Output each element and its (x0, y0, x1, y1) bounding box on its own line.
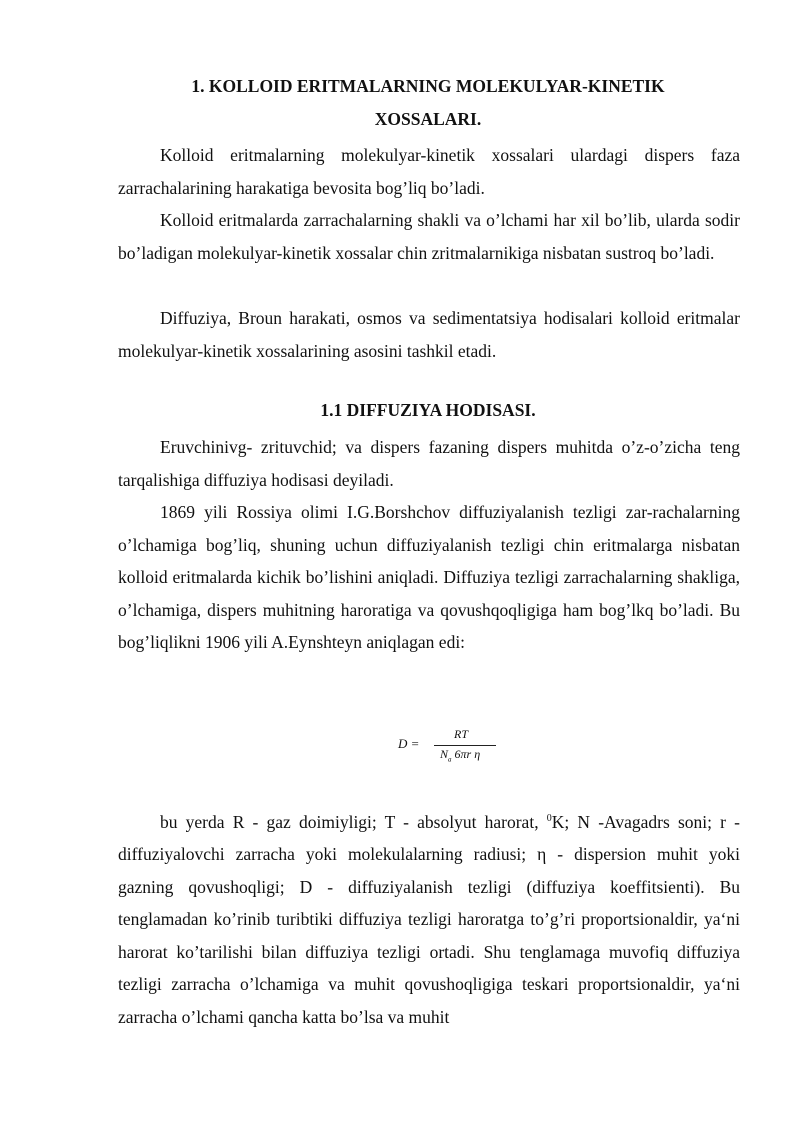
paragraph-shape-size: Kolloid eritmalarda zarrachalarning shakli va o’lchami har xil bo’lib, ularda sodir bo’ladigan molekulyar-kinetik xossalar chin zritmalarnikiga nisbatan sustroq bo’ladi. (118, 210, 740, 263)
paragraph-diffusion-definition: Eruvchinivg- zrituvchid; va dispers fazaning dispers muhitda o’z-o’zicha teng tarqalishiga diffuziya hodisasi deyiladi. (118, 437, 740, 490)
paragraph-variables (118, 803, 740, 1033)
paragraph-intro: Kolloid eritmalarning molekulyar-kinetik xossalari ulardagi dispers faza zarrachalarining harakatiga bevosita bog’liq bo’ladi. (118, 145, 740, 198)
fraction-bar (434, 745, 496, 746)
chapter-title-line1: 1. KOLLOID ERITMALARNING MOLEKULYAR-KINETIK (191, 76, 665, 96)
formula-den-sub: a (448, 755, 452, 764)
degree-superscript: 0 (546, 813, 552, 824)
formula-numerator: RT (454, 727, 469, 741)
section-heading: 1.1 DIFFUZIYA HODISASI. (320, 400, 536, 420)
einstein-formula (398, 727, 508, 767)
formula-denominator (440, 747, 480, 763)
variables-text-start: bu yerda R - gaz doimiyligi; T - absolyut harorat, (160, 811, 547, 832)
formula-lhs: D = (398, 736, 420, 751)
variables-text-rest: K; N -Avagadrs soni; r - diffuziyalovchi zarracha yoki molekulalarning radiusi; η - dispersion muhit yoki gazning qovushoqligi; D - diffuziyalanish tezligi (diffuziya koeffitsienti). Bu tenglamadan ko’rinib turibtiki diffuziya tezligi haroratga to’g’ri proportsionaldir, ya‘ni harorat ko’tarilishi bilan diffuziya tezligi ortadi. Shu tenglamaga muvofiq diffuziya tezligi zarracha o’lchamiga va muhit qovushoqligiga teskari proportsionaldir, ya‘ni zarracha o’lchami qancha katta bo’lsa va muhit (118, 811, 740, 1027)
chapter-title-line2: XOSSALARI. (374, 109, 482, 129)
paragraph-phenomena: Diffuziya, Broun harakati, osmos va sedimentatsiya hodisalari kolloid eritmalar molekulyar-kinetik xossalarining asosini tashkil etadi. (118, 308, 740, 361)
paragraph-borshchov: 1869 yili Rossiya olimi I.G.Borshchov diffuziyalanish tezligi zar-rachalarning o’lchamiga bog’liq, shuning uchun diffuziyalanish tezligi chin eritmalarga nisbatan kolloid eritmalarda kichik bo’lishini aniqladi. Diffuziya tezligi zarrachalarning shakliga, o’lchamiga, dispers muhitning haroratiga va qovushqoqligiga ham bog’lkq bo’ladi. Bu bog’liqlikni 1906 yili A.Eynshteyn aniqlagan edi: (118, 502, 740, 652)
formula-den-rest: 6πr η (451, 747, 481, 761)
formula-den-n: N (440, 747, 449, 761)
